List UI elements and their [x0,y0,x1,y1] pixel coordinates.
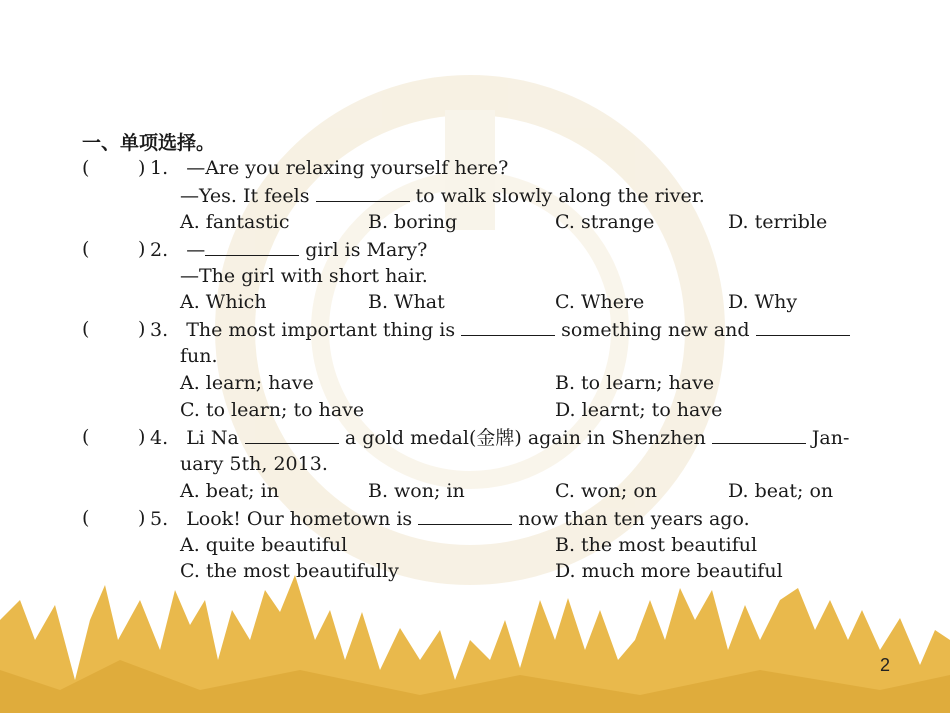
answer-paren-open: ( [82,507,90,529]
question-stem-part: a gold medal(金牌) again in Shenzhen [344,427,706,449]
option-c: C. to learn; to have [180,399,365,421]
option-a: A. beat; in [180,480,279,502]
question-4 [150,425,849,450]
question-stem-part: Look! Our hometown is [186,508,413,530]
answer-paren-open: ( [82,157,90,179]
question-5 [150,506,750,531]
option-a: A. quite beautiful [180,534,348,556]
option-a: A. learn; have [180,372,314,394]
answer-blank [461,317,555,336]
option-b: B. boring [368,211,458,233]
option-a: A. Which [180,291,267,313]
question-stem-part: Li Na [186,427,239,449]
option-d: D. much more beautiful [555,560,783,582]
option-d: D. terrible [728,211,828,233]
question-1 [150,156,508,180]
option-c: C. Where [555,291,645,313]
question-stem-part: girl is Mary? [305,239,428,261]
option-b: B. to learn; have [555,372,715,394]
question-2-line-2: —The girl with short hair. [180,265,428,287]
question-number: 2. [150,239,169,261]
question-3-line-2: fun. [180,345,218,367]
answer-blank [418,506,512,525]
question-3 [150,317,856,342]
option-a: A. fantastic [180,211,290,233]
answer-paren-close: ) [138,426,146,448]
option-c: C. won; on [555,480,657,502]
option-b: B. the most beautiful [555,534,758,556]
option-c: C. the most beautifully [180,560,399,582]
answer-paren-close: ) [138,318,146,340]
answer-blank [756,317,850,336]
section-title: 一、单项选择。 [82,132,216,154]
question-stem-part: Jan- [811,427,850,449]
answer-blank [245,425,339,444]
question-stem-part: something new and [561,319,750,341]
question-number: 1. [150,157,169,179]
option-b: B. won; in [368,480,465,502]
answer-blank [316,183,410,202]
question-stem-part: —Yes. It feels [180,185,310,207]
answer-blank [712,425,806,444]
option-d: D. Why [728,291,798,313]
answer-paren-open: ( [82,238,90,260]
question-number: 3. [150,319,169,341]
option-c: C. strange [555,211,655,233]
option-d: D. learnt; to have [555,399,723,421]
question-4-line-2: uary 5th, 2013. [180,453,328,475]
answer-paren-open: ( [82,318,90,340]
question-number: 5. [150,508,169,530]
question-stem-part: to walk slowly along the river. [415,185,705,207]
option-b: B. What [368,291,445,313]
answer-paren-close: ) [138,157,146,179]
answer-paren-open: ( [82,426,90,448]
question-stem-part: — [186,239,206,261]
question-stem-part: The most important thing is [186,319,456,341]
question-stem-part: now than ten years ago. [518,508,750,530]
answer-paren-close: ) [138,507,146,529]
question-1-line-2 [180,183,705,208]
answer-blank [205,237,299,256]
page-number: 2 [880,655,891,675]
answer-paren-close: ) [138,238,146,260]
question-number: 4. [150,427,169,449]
option-d: D. beat; on [728,480,834,502]
question-2 [150,237,427,262]
question-stem: —Are you relaxing yourself here? [186,157,509,179]
